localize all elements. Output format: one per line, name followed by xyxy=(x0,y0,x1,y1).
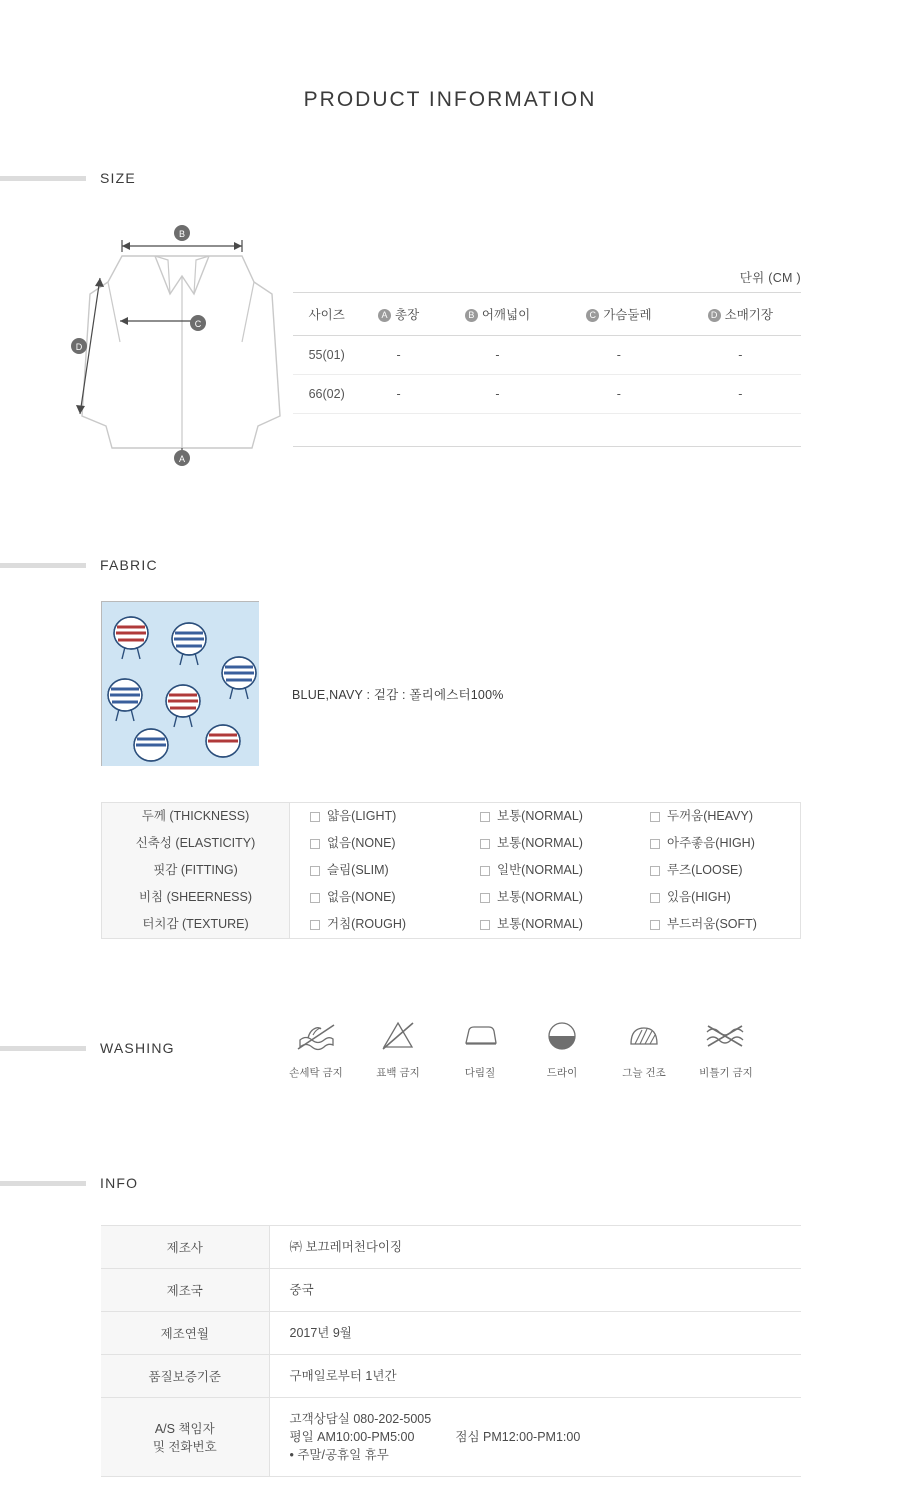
property-option[interactable] xyxy=(630,884,800,911)
checkbox-icon[interactable] xyxy=(480,812,490,822)
checkbox-icon[interactable] xyxy=(310,893,320,903)
checkbox-icon[interactable] xyxy=(650,812,660,822)
option-label: 거침(ROUGH) xyxy=(327,917,407,931)
as-line2b: 점심 PM12:00-PM1:00 xyxy=(455,1430,581,1444)
washing-icon-caption: 다림질 xyxy=(464,1067,496,1079)
option-label: 있음(HIGH) xyxy=(667,890,731,904)
fabric-property-names xyxy=(102,803,290,939)
row-shoulder: - xyxy=(437,375,558,414)
property-row xyxy=(290,911,800,938)
info-section xyxy=(0,1175,900,1462)
checkbox-icon[interactable] xyxy=(650,866,660,876)
spacer-cell xyxy=(437,414,558,447)
info-section-heading xyxy=(0,1175,900,1191)
mark-b-icon: B xyxy=(465,309,478,322)
info-label: 제조연월 xyxy=(101,1312,269,1355)
checkbox-icon[interactable] xyxy=(650,893,660,903)
size-col-shoulder-label: 어깨넓이 xyxy=(481,308,531,322)
spacer-cell xyxy=(680,414,801,447)
property-option[interactable] xyxy=(290,830,460,857)
iron-icon xyxy=(458,1018,502,1054)
size-col-length xyxy=(360,293,436,336)
row-size: 66(02) xyxy=(293,375,360,414)
washing-icon-item xyxy=(696,1018,756,1080)
heading-rule xyxy=(0,1046,86,1051)
checkbox-icon[interactable] xyxy=(480,866,490,876)
mark-a-icon: A xyxy=(378,309,391,322)
fabric-composition: BLUE,NAVY : 겉감 : 폴리에스터100% xyxy=(292,688,504,702)
row-shoulder: - xyxy=(437,336,558,375)
checkbox-icon[interactable] xyxy=(480,893,490,903)
checkbox-icon[interactable] xyxy=(480,920,490,930)
property-option[interactable] xyxy=(290,803,460,830)
shirt-diagram xyxy=(60,216,290,466)
table-row xyxy=(101,1226,801,1269)
property-option[interactable] xyxy=(630,911,800,938)
property-name: 신축성 (ELASTICITY) xyxy=(135,836,256,850)
checkbox-icon[interactable] xyxy=(650,839,660,849)
property-option[interactable] xyxy=(460,911,630,938)
info-value: 중국 xyxy=(269,1269,801,1312)
option-label: 슬림(SLIM) xyxy=(327,863,389,877)
checkbox-icon[interactable] xyxy=(310,920,320,930)
row-length: - xyxy=(360,336,436,375)
bleach-prohibited-icon xyxy=(376,1018,420,1054)
property-option[interactable] xyxy=(460,884,630,911)
property-row xyxy=(290,830,800,857)
size-unit-label: 단위 (CM ) xyxy=(739,271,801,285)
washing-icon-item xyxy=(532,1018,592,1080)
table-row xyxy=(101,1312,801,1355)
info-label: 품질보증기준 xyxy=(101,1355,269,1398)
property-row xyxy=(290,803,800,830)
as-line2a: 평일 AM10:00-PM5:00 xyxy=(289,1430,415,1444)
info-value: 구매일로부터 1년간 xyxy=(269,1355,801,1398)
option-label: 두꺼움(HEAVY) xyxy=(667,809,753,823)
info-label: 제조국 xyxy=(101,1269,269,1312)
size-col-size-label: 사이즈 xyxy=(308,308,345,322)
option-label: 얇음(LIGHT) xyxy=(327,809,397,823)
table-row xyxy=(101,1269,801,1312)
washing-icons xyxy=(286,1018,756,1080)
dry-clean-icon xyxy=(540,1018,584,1054)
washing-icon-caption: 손세탁 금지 xyxy=(289,1067,343,1079)
spacer-cell xyxy=(360,414,436,447)
info-label-as xyxy=(101,1398,269,1477)
info-value: 2017년 9월 xyxy=(269,1312,801,1355)
heading-rule xyxy=(0,563,86,568)
info-label: 제조사 xyxy=(101,1226,269,1269)
svg-text:D: D xyxy=(75,342,83,352)
property-name: 핏감 (FITTING) xyxy=(153,863,238,877)
page-title: PRODUCT INFORMATION xyxy=(303,88,597,111)
property-option[interactable] xyxy=(630,857,800,884)
property-option[interactable] xyxy=(290,911,460,938)
size-col-size xyxy=(293,293,360,336)
size-section-heading xyxy=(0,170,900,186)
property-option[interactable] xyxy=(460,803,630,830)
info-value-as xyxy=(269,1398,801,1477)
option-label: 없음(NONE) xyxy=(327,890,396,904)
option-label: 루즈(LOOSE) xyxy=(667,863,743,877)
svg-text:C: C xyxy=(194,319,202,329)
as-line1: 고객상담실 080-202-5005 xyxy=(289,1412,432,1426)
heading-rule xyxy=(0,1181,86,1186)
table-row-as xyxy=(101,1398,801,1477)
option-label: 보통(NORMAL) xyxy=(497,809,583,823)
fabric-section xyxy=(0,557,900,931)
svg-text:A: A xyxy=(178,454,186,464)
washing-icon-item xyxy=(286,1018,346,1080)
property-name: 터치감 (TEXTURE) xyxy=(142,917,249,931)
size-section xyxy=(0,170,900,464)
size-col-sleeve xyxy=(680,293,801,336)
washing-section xyxy=(0,1040,900,1079)
option-label: 일반(NORMAL) xyxy=(497,863,583,877)
option-label: 아주좋음(HIGH) xyxy=(667,836,755,850)
washing-icon-item xyxy=(368,1018,428,1080)
table-row xyxy=(101,1355,801,1398)
hand-wash-prohibited-icon xyxy=(294,1018,338,1054)
checkbox-icon[interactable] xyxy=(650,920,660,930)
fabric-section-label: FABRIC xyxy=(100,557,158,573)
property-row xyxy=(290,884,800,911)
size-col-length-label: 총장 xyxy=(395,308,420,322)
option-label: 보통(NORMAL) xyxy=(497,890,583,904)
checkbox-icon[interactable] xyxy=(480,839,490,849)
size-col-chest xyxy=(558,293,679,336)
washing-section-label: WASHING xyxy=(100,1040,175,1056)
spacer-cell xyxy=(558,414,679,447)
property-option[interactable] xyxy=(630,803,800,830)
washing-icon-caption: 비틀기 금지 xyxy=(699,1067,753,1079)
washing-icon-item xyxy=(450,1018,510,1080)
property-option[interactable] xyxy=(460,857,630,884)
option-label: 부드러움(SOFT) xyxy=(667,917,757,931)
property-option[interactable] xyxy=(630,830,800,857)
option-label: 보통(NORMAL) xyxy=(497,917,583,931)
washing-icon-caption: 표백 금지 xyxy=(376,1067,420,1079)
row-length: - xyxy=(360,375,436,414)
property-row xyxy=(290,857,800,884)
svg-text:B: B xyxy=(178,229,186,239)
size-table xyxy=(293,292,801,447)
washing-icon-caption: 그늘 건조 xyxy=(622,1067,666,1079)
as-label-line1: A/S 책임자 xyxy=(154,1422,215,1436)
property-option[interactable] xyxy=(290,857,460,884)
fabric-section-heading xyxy=(0,557,900,573)
checkbox-icon[interactable] xyxy=(310,839,320,849)
no-wring-icon xyxy=(700,1018,752,1054)
option-label: 보통(NORMAL) xyxy=(497,836,583,850)
spacer-cell xyxy=(293,414,360,447)
info-section-label: INFO xyxy=(100,1175,139,1191)
info-value: ㈜ 보끄레머천다이징 xyxy=(269,1226,801,1269)
property-option[interactable] xyxy=(460,830,630,857)
as-line3: • 주말/공휴일 휴무 xyxy=(289,1448,389,1462)
washing-icon-item xyxy=(614,1018,674,1080)
row-sleeve: - xyxy=(680,375,801,414)
washing-icon-caption: 드라이 xyxy=(546,1067,578,1079)
property-option[interactable] xyxy=(290,884,460,911)
size-col-chest-label: 가슴둘레 xyxy=(603,308,652,322)
mark-d-icon: D xyxy=(708,309,721,322)
table-row xyxy=(293,375,801,414)
table-row-spacer xyxy=(293,414,801,447)
fabric-property-options xyxy=(290,803,801,939)
shade-dry-icon xyxy=(622,1018,666,1054)
option-label: 없음(NONE) xyxy=(327,836,396,850)
heading-rule xyxy=(0,176,86,181)
info-table xyxy=(101,1225,801,1477)
size-col-shoulder xyxy=(437,293,558,336)
fabric-properties-table xyxy=(101,802,801,939)
property-name: 두께 (THICKNESS) xyxy=(141,809,250,823)
size-col-sleeve-label: 소매기장 xyxy=(724,308,773,322)
size-table-header-row xyxy=(293,293,801,336)
property-name: 비침 (SHEERNESS) xyxy=(138,890,253,904)
row-sleeve: - xyxy=(680,336,801,375)
checkbox-icon[interactable] xyxy=(310,866,320,876)
table-row xyxy=(293,336,801,375)
as-label-line2: 및 전화번호 xyxy=(152,1440,217,1454)
row-chest: - xyxy=(558,375,679,414)
mark-c-icon: C xyxy=(586,309,599,322)
row-size: 55(01) xyxy=(293,336,360,375)
row-chest: - xyxy=(558,336,679,375)
size-section-label: SIZE xyxy=(100,170,136,186)
fabric-swatch xyxy=(101,601,259,766)
size-table-wrapper xyxy=(293,268,801,447)
checkbox-icon[interactable] xyxy=(310,812,320,822)
